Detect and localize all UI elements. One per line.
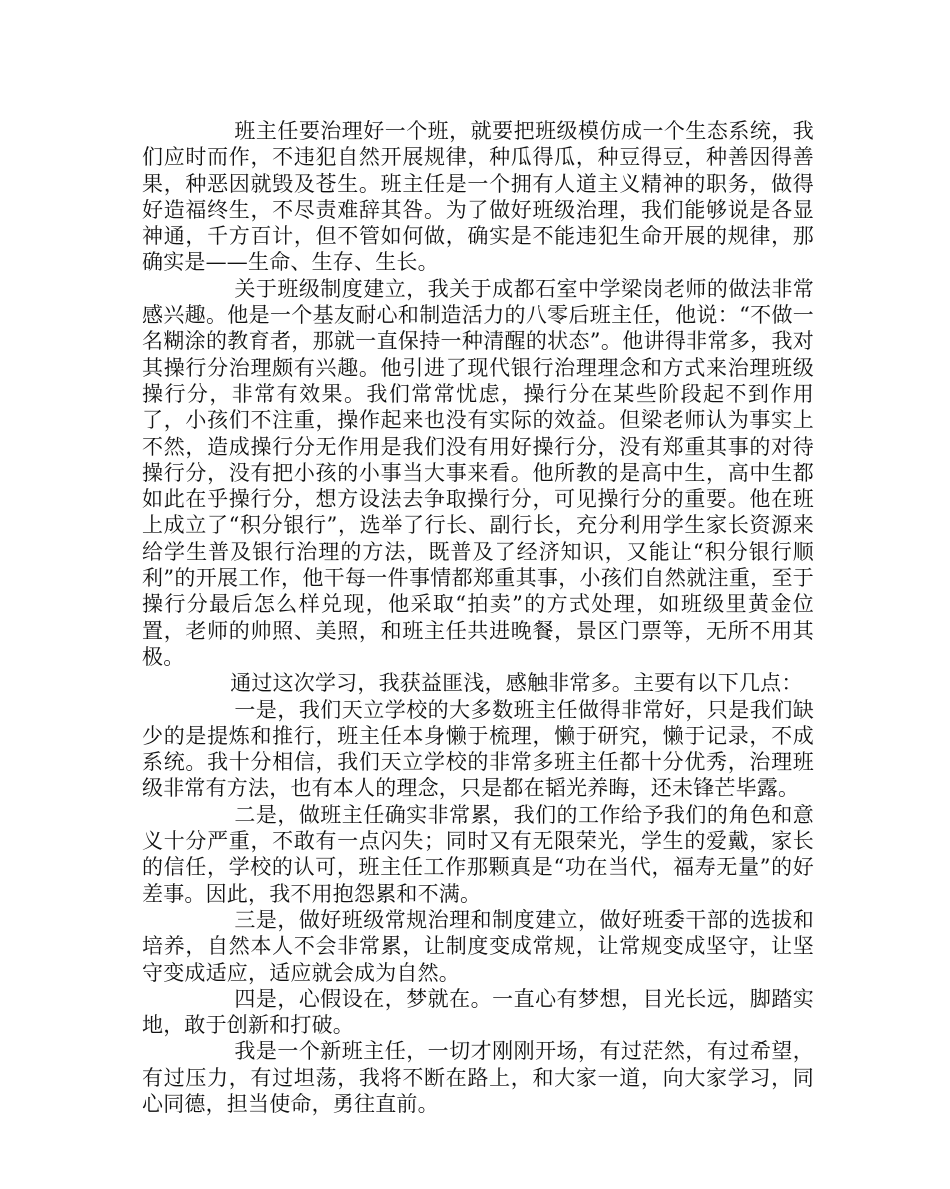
paragraph-class-system: 关于班级制度建立，我关于成都石室中学梁岗老师的做法非常感兴趣。他是一个基友耐心和制造活力的八零后班主任，他说：“不做一名糊涂的教育者，那就一直保持一种清醒的状态”。他讲得非常多，我对其操行分治理颇有兴趣。他引进了现代银行治理理念和方式来治理班级操行分，非常有效果。我们常常忧虑，操行分在某些阶段起不到作用了，小孩们不注重，操作起来也没有实际的效益。但梁老师认为事实上不然，造成操行分无作用是我们没有用好操行分，没有郑重其事的对待操行分，没有把小孩的小事当大事来看。他所教的是高中生，高中生都如此在乎操行分，想方设法去争取操行分，可见操行分的重要。他在班上成立了“积分银行”，选举了行长、副行长，充分利用学生家长资源来给学生普及银行治理的方法，既普及了经济知识，又能让“积分银行顺利”的开展工作，他干每一件事情都郑重其事，小孩们自然就注重，至于操行分最后怎么样兑现，他采取“拍卖”的方式处理，如班级里黄金位置，老师的帅照、美照，和班主任共进晚餐，景区门票等，无所不用其极。	[142, 276, 814, 669]
paragraph-point-four: 四是，心假设在，梦就在。一直心有梦想，目光长远，脚踏实地，敢于创新和打破。	[142, 986, 814, 1038]
paragraph-point-three: 三是，做好班级常规治理和制度建立，做好班委干部的选拔和培养，自然本人不会非常累，让制度变成常规，让常规变成坚守，让坚守变成适应，适应就会成为自然。	[142, 907, 814, 985]
paragraph-conclusion: 我是一个新班主任，一切才刚刚开场，有过茫然，有过希望，有过压力，有过坦荡，我将不断在路上，和大家一道，向大家学习，同心同德，担当使命，勇往直前。	[142, 1039, 814, 1116]
paragraph-point-two: 二是，做班主任确实非常累，我们的工作给予我们的角色和意义十分严重，不敢有一点闪失；同时又有无限荣光，学生的爱戴，家长的信任，学校的认可，班主任工作那颗真是“功在当代，福寿无量”的好差事。因此，我不用抱怨累和不满。	[142, 802, 814, 906]
document-page	[142, 118, 814, 1117]
paragraph-point-one: 一是，我们天立学校的大多数班主任做得非常好，只是我们缺少的是提炼和推行，班主任本身懒于梳理，懒于研究，懒于记录，不成系统。我十分相信，我们天立学校的非常多班主任都十分优秀，治理班级非常有方法，也有本人的理念，只是都在韬光养晦，还未锋芒毕露。	[142, 697, 814, 801]
paragraph-gains-intro: 通过这次学习，我获益匪浅，感触非常多。主要有以下几点：	[230, 671, 803, 696]
paragraph-ecosystem: 班主任要治理好一个班，就要把班级模仿成一个生态系统，我们应时而作，不违犯自然开展规律，种瓜得瓜，种豆得豆，种善因得善果，种恶因就毁及苍生。班主任是一个拥有人道主义精神的职务，做得好造福终生，不尽责难辞其咎。为了做好班级治理，我们能够说是各显神通，千方百计，但不管如何做，确实是不能违犯生命开展的规律，那确实是——生命、生存、生长。	[142, 119, 814, 275]
